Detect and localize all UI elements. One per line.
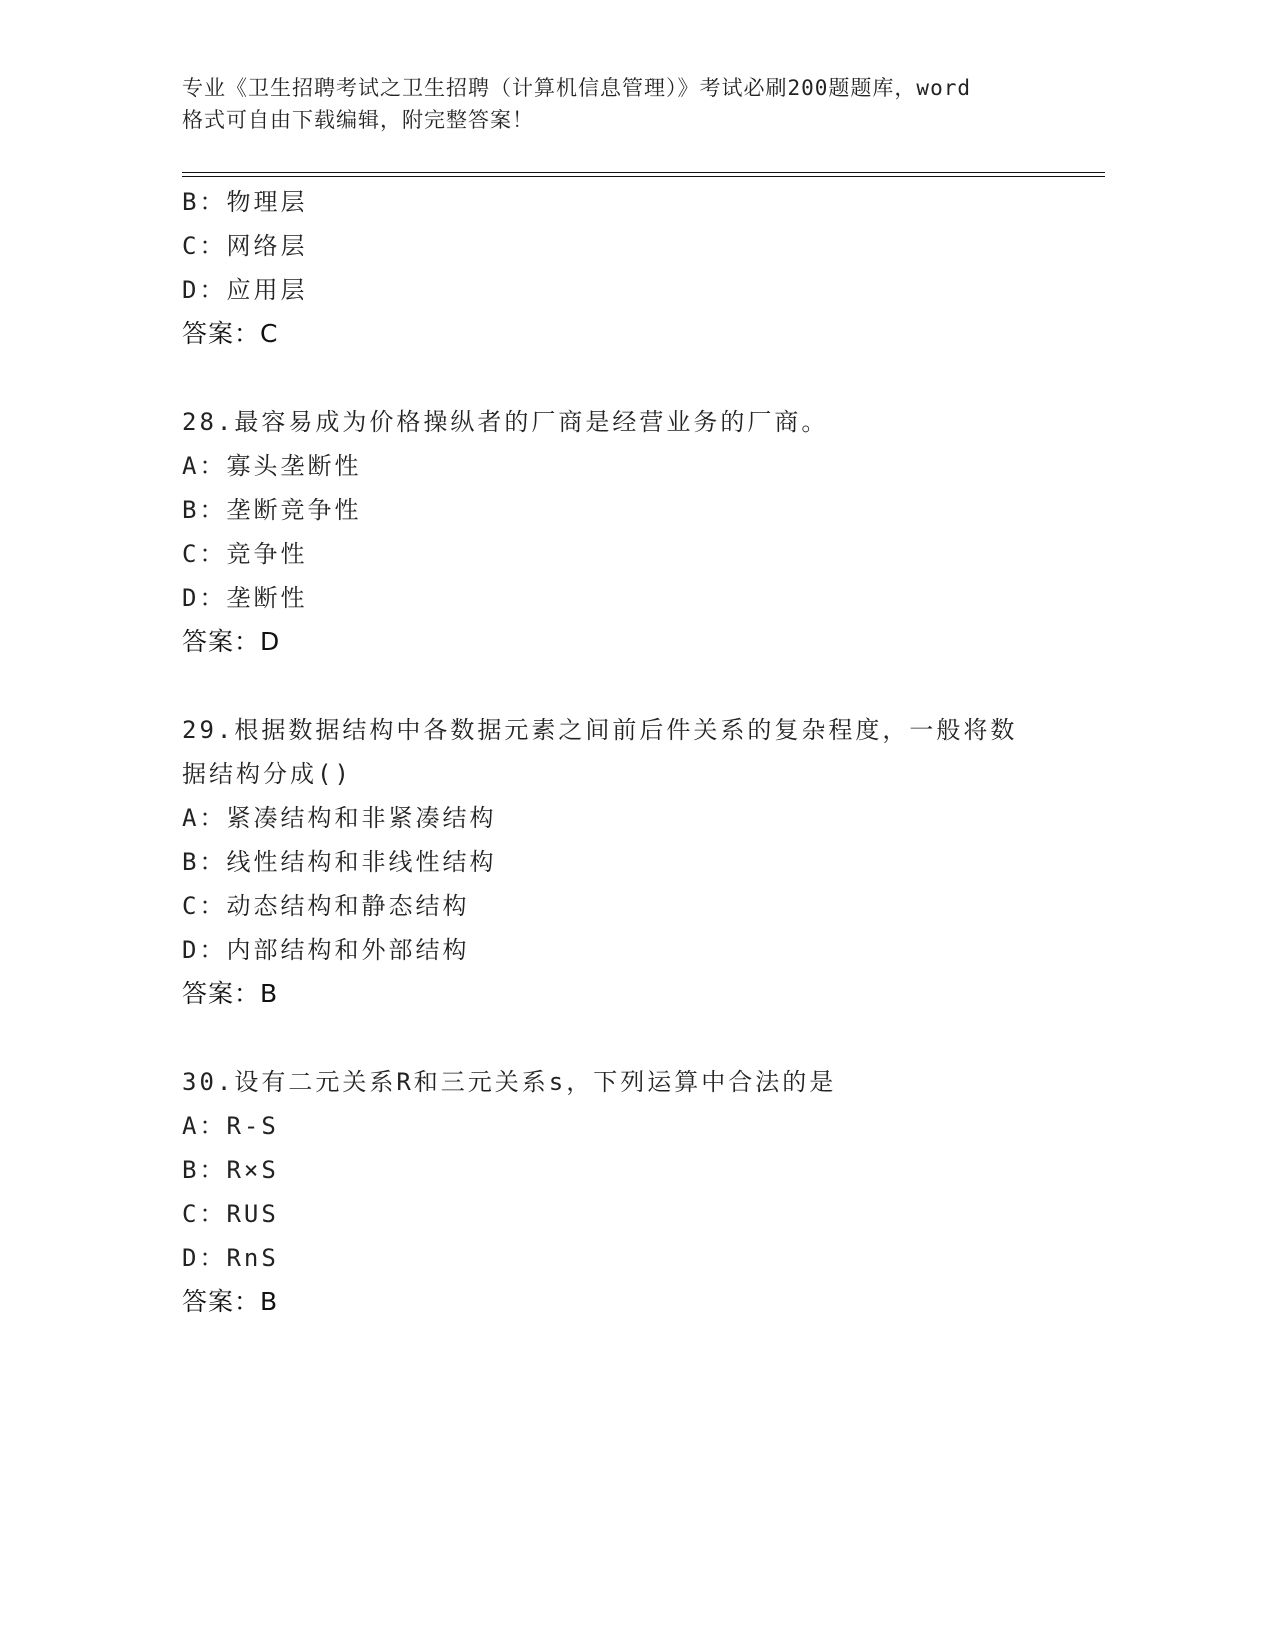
spacer: [182, 356, 1082, 400]
question-stem: 30.设有二元关系R和三元关系s，下列运算中合法的是: [182, 1068, 837, 1096]
option-a: A：寡头垄断性: [182, 452, 362, 480]
spacer: [182, 664, 1082, 708]
spacer: [182, 1016, 1082, 1060]
option-c: C：动态结构和静态结构: [182, 892, 470, 920]
answer-line: 答案：D: [182, 627, 281, 656]
document-header: [182, 72, 1082, 136]
option-b: B：R×S: [182, 1156, 279, 1184]
question-stem: 28.最容易成为价格操纵者的厂商是经营业务的厂商。: [182, 408, 829, 436]
question-28: [182, 400, 1082, 664]
option-a: A：R-S: [182, 1112, 279, 1140]
answer-line: 答案：B: [182, 1287, 279, 1316]
option-c: C：竞争性: [182, 540, 308, 568]
question-27-continued: [182, 180, 1082, 356]
option-b: B：物理层: [182, 188, 308, 216]
option-d: D：内部结构和外部结构: [182, 936, 470, 964]
question-29: [182, 708, 1082, 1016]
question-stem-line2: 据结构分成(): [182, 760, 352, 788]
question-30: [182, 1060, 1082, 1324]
option-a: A：紧凑结构和非紧凑结构: [182, 804, 497, 832]
option-c: C：RUS: [182, 1200, 279, 1228]
header-divider-top: [182, 172, 1105, 173]
option-c: C：网络层: [182, 232, 308, 260]
option-d: D：垄断性: [182, 584, 308, 612]
option-b: B：垄断竞争性: [182, 496, 362, 524]
header-divider-bottom: [182, 176, 1105, 177]
header-title-line1: 专业《卫生招聘考试之卫生招聘（计算机信息管理）》考试必刷200题题库，word: [182, 76, 971, 100]
option-d: D：RnS: [182, 1244, 279, 1272]
question-stem-line1: 29.根据数据结构中各数据元素之间前后件关系的复杂程度，一般将数: [182, 716, 1018, 744]
option-b: B：线性结构和非线性结构: [182, 848, 497, 876]
header-title-line2: 格式可自由下载编辑，附完整答案！: [182, 108, 534, 132]
question-list: [182, 180, 1082, 1324]
answer-line: 答案：C: [182, 319, 279, 348]
option-d: D：应用层: [182, 276, 308, 304]
answer-line: 答案：B: [182, 979, 279, 1008]
